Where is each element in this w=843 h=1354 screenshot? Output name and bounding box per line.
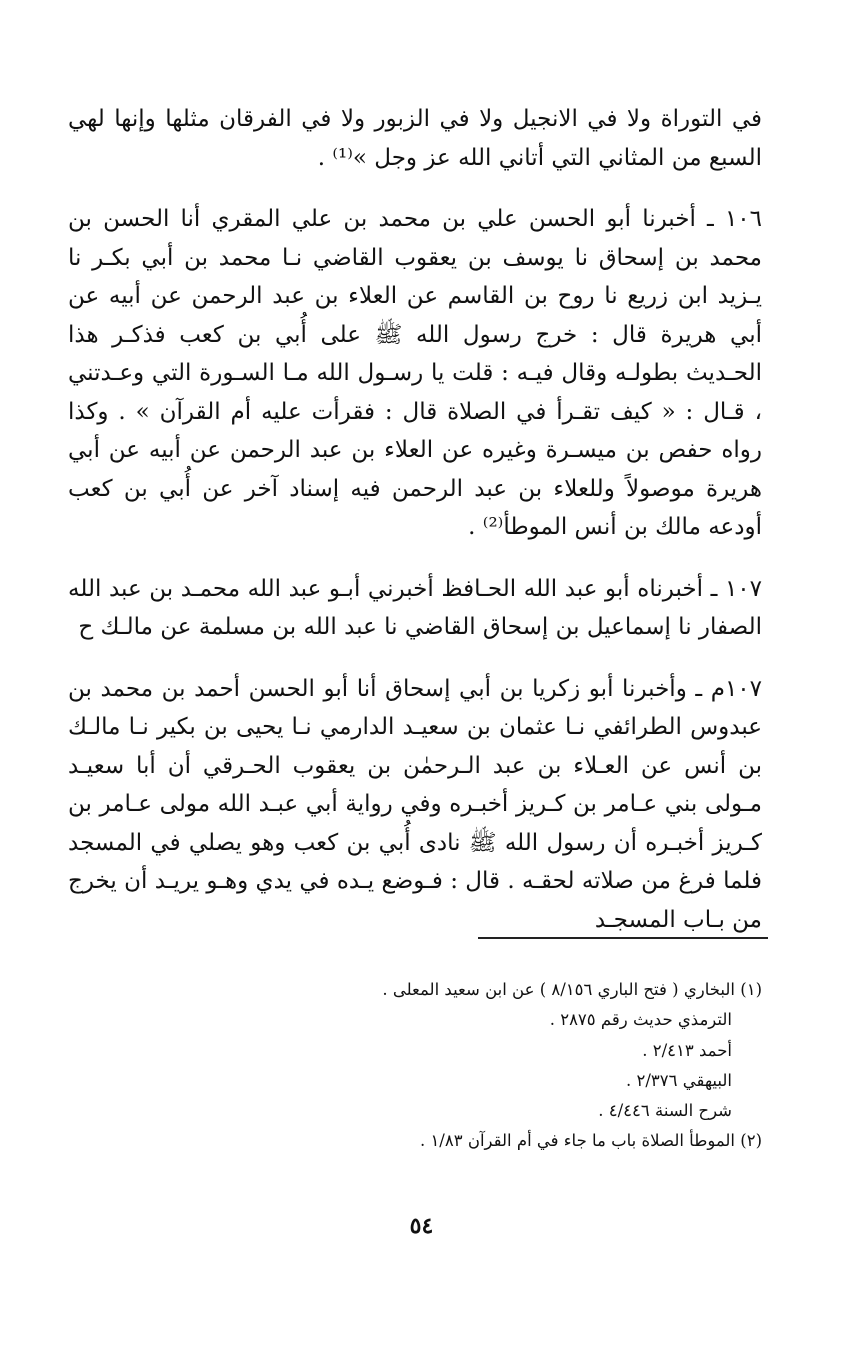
footnote-1-sharh-sunnah: شرح السنة ٤/٤٤٦ . [598,1101,732,1121]
footnote-1-ahmad: أحمد ٢/٤١٣ . [642,1040,732,1060]
footnote-divider [478,937,768,939]
footnote-2-muwatta: (٢) الموطأ الصلاة باب ما جاء في أم القرآن ١/٨٣ . [419,1131,762,1151]
paragraph-intro: في التوراة ولا في الانجيل ولا في الزبور ولا في الفرقان مثلها وإنها لهي السبع من المثاني التي أتاني الله عز وجل »⁽¹⁾ . [68,106,762,171]
page-number: ٥٤ [409,1213,434,1239]
paragraph-107m: ١٠٧م ـ وأخبرنا أبو زكريا بن أبي إسحاق أنا أبو الحسن أحمد بن محمد بن عبدوس الطرائفي نـا عثمان بن سعيـد الدارمي نـا يحيى بن بكير نـا مالـك بن أنس عن العـلاء بن عبد الـرحمٰن بن يعقوب الحـرقي أن أبا سعيـد مـولى بني عـامر بن كـريز أخبـره وفي رواية أبي عبـد الله مولى عـامر بن كـريز أخبـره أن رسول الله ﷺ نادى أُبي بن كعب وهو يصلي في المسجد فلما فرغ من صلاته لحقـه . قال : فـوضع يـده في يدي وهـو يريـد أن يخرج من بـاب المسجـد [68,675,762,933]
main-text-body [68,100,762,939]
footnote-1-tirmidhi: الترمذي حديث رقم ٢٨٧٥ . [549,1010,732,1030]
footnote-1-bukhari: (١) البخاري ( فتح الباري ٨/١٥٦ ) عن ابن سعيد المعلى . [382,980,762,999]
footnotes [300,975,762,1157]
paragraph-107: ١٠٧ ـ أخبرناه أبو عبد الله الحـافظ أخبرني أبـو عبد الله محمـد بن عبد الله الصفار نا إسماعيل بن إسحاق القاضي نا عبد الله بن مسلمة عن مالـك ح [68,575,762,640]
footnote-1-bayhaqi: البيهقي ٢/٣٧٦ . [625,1070,732,1090]
paragraph-106: ١٠٦ ـ أخبرنا أبو الحسن علي بن محمد بن علي المقري أنا الحسن بن محمد بن إسحاق نا يوسف بن يعقوب القاضي نـا محمد بن أبي بكـر نا يـزيد ابن زريع نا روح بن القاسم عن العلاء بن عبد الرحمن عن أبيه عن أبي هريرة قال : خرج رسول الله ﷺ على أُبي بن كعب فذكـر هذا الحـديث بطولـه وقال فيـه : قلت يا رسـول الله مـا السـورة التي وعـدتني ، قـال : « كيف تقـرأ في الصلاة قال : فقرأت عليه أم القرآن » . وكذا رواه حفص بن ميسـرة وغيره عن العلاء بن عبد الرحمن عن أبيه عن أبي هريرة موصولاً وللعلاء بن عبد الرحمن فيه إسناد آخر عن أُبي بن كعب أودعه مالك بن أنس الموطأ⁽²⁾ . [68,206,762,540]
